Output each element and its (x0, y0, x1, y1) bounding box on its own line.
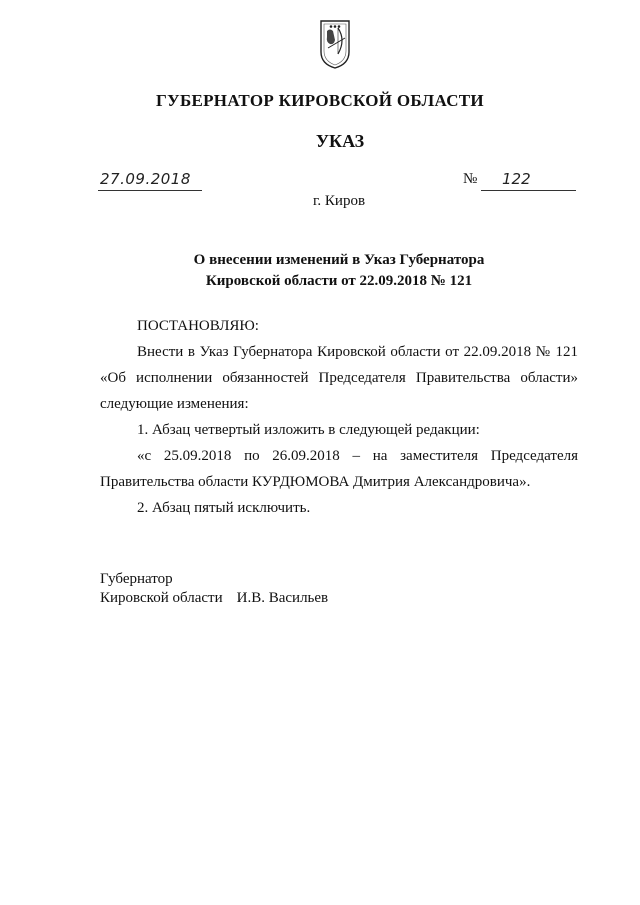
date-underline (98, 190, 202, 191)
number-underline (481, 190, 576, 191)
intro-line-1: Внести в Указ Губернатора Кировской области от 22.09.2018 № 121 (137, 344, 578, 360)
signatory-region: Кировской области (100, 590, 223, 606)
number-sign: № (463, 171, 478, 187)
item-2: 2. Абзац пятый исключить. (137, 500, 311, 516)
signatory-title-2 (100, 589, 328, 608)
quote-line-1: «с 25.09.2018 по 26.09.2018 – на заместителя Председателя (137, 448, 578, 464)
document-body (100, 313, 578, 521)
item-1: 1. Абзац четвертый изложить в следующей редакции: (137, 422, 480, 438)
intro-line-3: следующие изменения: (100, 396, 249, 412)
issuing-authority: ГУБЕРНАТОР КИРОВСКОЙ ОБЛАСТИ (156, 91, 484, 110)
kirov-coat-of-arms-icon (318, 18, 352, 70)
document-date: 27.09.2018 (100, 170, 191, 188)
document-type: УКАЗ (315, 131, 365, 151)
quote-line-2: Правительства области КУРДЮМОВА Дмитрия Александровича». (100, 474, 531, 490)
resolve-heading: ПОСТАНОВЛЯЮ: (137, 318, 259, 334)
document-number: 122 (502, 170, 531, 188)
subject-line-1: О внесении изменений в Указ Губернатора (193, 252, 485, 268)
subject-line-2: Кировской области от 22.09.2018 № 121 (205, 273, 473, 289)
intro-line-2: «Об исполнении обязанностей Председателя Правительства области» (100, 370, 578, 386)
document-subject (0, 250, 640, 292)
signatory-name: И.В. Васильев (236, 590, 329, 606)
signature-block (100, 570, 328, 608)
signatory-title-1: Губернатор (100, 571, 173, 587)
city: г. Киров (312, 193, 366, 209)
